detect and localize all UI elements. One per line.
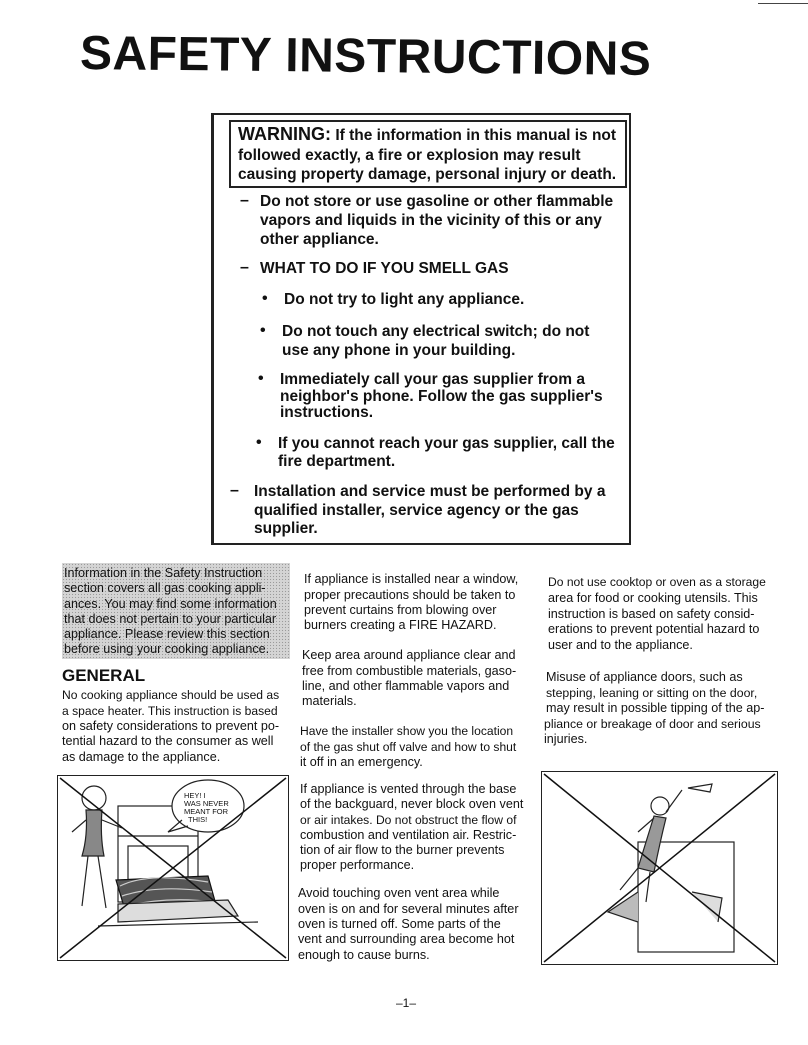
bullet-marker: • <box>256 434 262 451</box>
warning-item-1-line: other appliance. <box>260 231 379 248</box>
col2-line: vent and surrounding area become hot <box>298 932 515 946</box>
bubble-text: MEANT FOR <box>184 807 229 816</box>
page-title: SAFETY INSTRUCTIONS <box>79 27 652 86</box>
col2-line: tion of air flow to the burner prevents <box>300 843 505 857</box>
col2-line: oven is on and for several minutes after <box>298 902 519 916</box>
col3-line: may result in possible tipping of the ap- <box>546 701 765 715</box>
warning-item-1-line: vapors and liquids in the vicinity of this or any <box>260 212 602 229</box>
general-line: tential hazard to the consumer as well <box>62 734 274 748</box>
col2-line: Have the installer show you the location <box>300 724 514 738</box>
col2-line: proper performance. <box>300 858 415 872</box>
warning-line-1 <box>238 124 616 146</box>
page-number: –1– <box>396 996 417 1010</box>
child-head <box>651 797 669 815</box>
col2-line: of the gas shut off valve and how to shut <box>300 740 517 754</box>
bullet-line: Do not touch any electrical switch; do not <box>282 323 590 340</box>
col3-line: stepping, leaning or sitting on the door, <box>546 686 758 700</box>
col2-line: If appliance is installed near a window, <box>304 572 519 586</box>
col2-line: of the backguard, never block oven vent <box>300 797 524 811</box>
bullet-line: instructions. <box>280 404 374 421</box>
col3-line: erations to prevent potential hazard to <box>548 622 760 636</box>
intro-line: appliance. Please review this section <box>64 627 270 641</box>
col2-line: materials. <box>302 694 357 708</box>
general-line: as damage to the appliance. <box>62 750 221 764</box>
bullet-line: Do not try to light any appliance. <box>284 291 525 308</box>
col2-line: or air intakes. Do not obstruct the flow of <box>300 813 517 827</box>
col2-line: enough to cause burns. <box>298 948 430 962</box>
warning-line-2: followed exactly, a fire or explosion may result <box>238 147 581 164</box>
col2-line: combustion and ventilation air. Restric- <box>300 828 517 842</box>
general-line: on safety considerations to prevent po- <box>62 719 280 733</box>
bullet-line: use any phone in your building. <box>282 342 516 359</box>
bubble-text: WAS NEVER <box>184 799 229 808</box>
warning-label: WARNING: <box>238 124 331 144</box>
col3-line: Do not use cooktop or oven as a storage <box>548 575 766 589</box>
col3-line: user and to the appliance. <box>548 638 693 652</box>
col2-line: If appliance is vented through the base <box>300 782 517 796</box>
bullet-marker: • <box>262 290 268 307</box>
intro-line: section covers all gas cooking appli- <box>64 581 266 595</box>
warning-item-3-line: qualified installer, service agency or the gas <box>254 502 579 519</box>
col2-line: oven is turned off. Some parts of the <box>298 917 501 931</box>
warning-item-3-marker: – <box>230 482 239 499</box>
smell-gas-heading: WHAT TO DO IF YOU SMELL GAS <box>260 260 509 277</box>
bullet-line: If you cannot reach your gas supplier, call the <box>278 435 615 452</box>
col3-line: Misuse of appliance doors, such as <box>546 670 743 684</box>
bullet-line: neighbor's phone. Follow the gas supplier's <box>280 388 603 405</box>
col2-line: it off in an emergency. <box>300 755 423 769</box>
illustration-oven-door <box>541 771 778 965</box>
col3-line: injuries. <box>544 732 588 746</box>
warning-item-3-line: Installation and service must be performed by a <box>254 483 606 500</box>
col2-line: burners creating a FIRE HAZARD. <box>304 618 497 632</box>
warning-text-1: If the information in this manual is not <box>335 127 617 144</box>
col2-line: Keep area around appliance clear and <box>302 648 516 662</box>
col2-line: proper precautions should be taken to <box>304 588 516 602</box>
bullet-marker: • <box>260 322 266 339</box>
section-heading-general: GENERAL <box>62 666 146 685</box>
col3-line: pliance or breakage of door and serious <box>544 717 761 731</box>
warning-item-3-line: supplier. <box>254 520 318 537</box>
warning-item-1-line: Do not store or use gasoline or other flammable <box>260 193 614 210</box>
general-line: No cooking appliance should be used as <box>62 688 280 702</box>
col2-line: free from combustible materials, gaso- <box>302 664 517 678</box>
col3-line: area for food or cooking utensils. This <box>548 591 758 605</box>
toy-icon <box>688 784 712 792</box>
warning-item-1-marker: – <box>240 192 249 209</box>
bullet-line: Immediately call your gas supplier from a <box>280 371 585 388</box>
bullet-marker: • <box>258 370 264 387</box>
oven-door-drawing <box>542 772 777 964</box>
illustration-space-heater <box>57 775 289 961</box>
general-line: a space heater. This instruction is based <box>62 704 278 718</box>
top-rule <box>758 3 808 4</box>
col2-line: Avoid touching oven vent area while <box>298 886 500 900</box>
bullet-line: fire department. <box>278 453 396 470</box>
intro-line: Information in the Safety Instruction <box>64 566 263 580</box>
intro-line: before using your cooking appliance. <box>64 642 270 656</box>
col3-line: instruction is based on safety consid- <box>548 607 755 621</box>
bubble-text: THIS! <box>188 815 208 824</box>
warning-item-2-marker: – <box>240 259 249 276</box>
col2-line: prevent curtains from blowing over <box>304 603 497 617</box>
bubble-text: HEY! I <box>184 791 206 800</box>
intro-line: that does not pertain to your particular <box>64 612 277 626</box>
intro-line: ances. You may find some information <box>64 597 277 611</box>
warning-line-3: causing property damage, personal injury or death. <box>238 166 617 183</box>
space-heater-drawing <box>58 776 288 960</box>
col2-line: line, and other flammable vapors and <box>302 679 510 693</box>
